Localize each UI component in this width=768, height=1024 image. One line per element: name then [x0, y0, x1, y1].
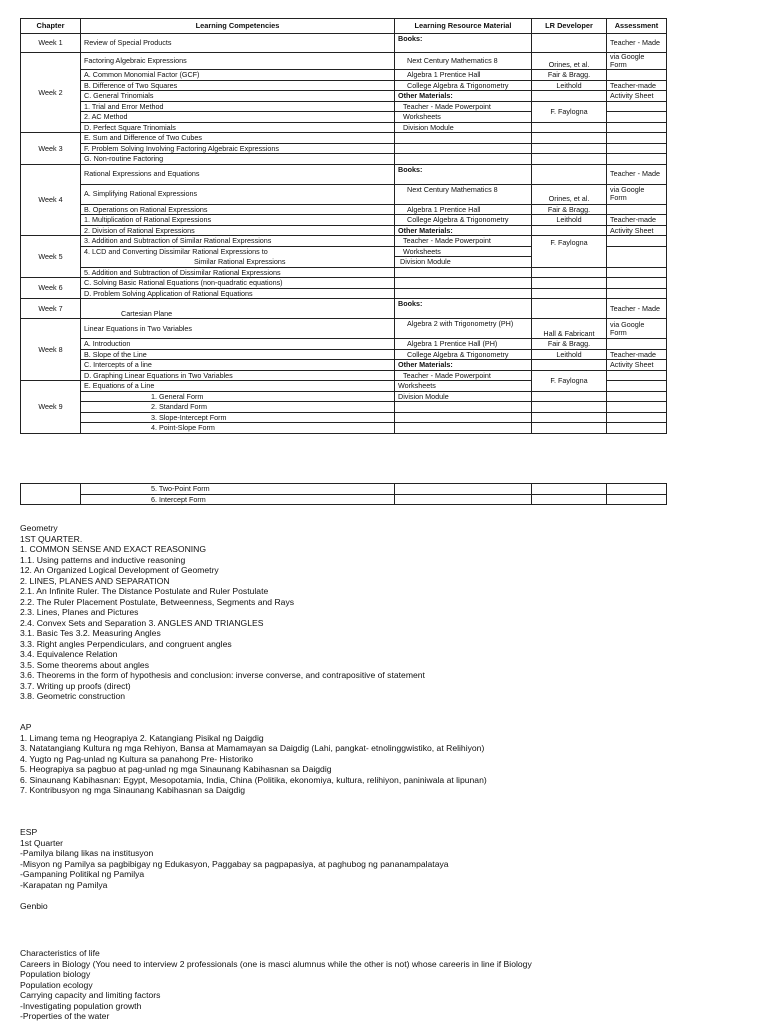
- week-label: Week 9: [21, 381, 81, 434]
- section-line: Population ecology: [20, 979, 93, 990]
- curriculum-table-continued: [20, 483, 667, 505]
- resource-cell: College Algebra & Trigonometry: [395, 215, 532, 226]
- competency-cell: 2. Standard Form: [81, 402, 395, 413]
- developer-cell: Leithold: [532, 215, 607, 226]
- week-label: Week 5: [21, 236, 81, 278]
- week-label: Week 6: [21, 278, 81, 299]
- table-row: [21, 164, 667, 184]
- competency-cell: 3. Slope-Intercept Form: [81, 412, 395, 423]
- esp-section: [20, 827, 449, 890]
- assessment-cell: Teacher - Made: [607, 164, 667, 184]
- table-row: [21, 154, 667, 165]
- assessment-cell: via Google Form: [607, 184, 667, 204]
- developer-cell: Fair & Bragg.: [532, 204, 607, 215]
- assessment-cell: Activity Sheet: [607, 360, 667, 371]
- table-row: [21, 184, 667, 204]
- competency-cell: C. Intercepts of a line: [81, 360, 395, 371]
- competency-cell: C. Solving Basic Rational Equations (non-quadratic equations): [81, 278, 395, 289]
- table-row: [21, 484, 667, 495]
- section-line: 1.1. Using patterns and inductive reasoning: [20, 554, 186, 565]
- developer-cell: Orines, et al.: [532, 184, 607, 204]
- competency-cell: 6. Intercept Form: [81, 494, 395, 505]
- competency-cell: 1. Multiplication of Rational Expressions: [81, 215, 395, 226]
- section-line: -Gampaning Politikal ng Pamilya: [20, 869, 145, 879]
- section-line: 5. Heograpiya sa pagbuo at pag-unlad ng mga Sinaunang Kabihasnan sa Daigdig: [20, 764, 332, 774]
- table-row: [21, 133, 667, 144]
- resource-cell: College Algebra & Trigonometry: [395, 349, 532, 360]
- developer-cell: F. Faylogna: [532, 370, 607, 391]
- table-row: [21, 101, 667, 112]
- week-label: Week 8: [21, 319, 81, 381]
- resource-cell: Algebra 1 Prentice Hall: [395, 70, 532, 81]
- section-line: 2. LINES, PLANES AND SEPARATION: [20, 575, 170, 586]
- section-line: Carrying capacity and limiting factors: [20, 990, 161, 1000]
- developer-cell: Fair & Bragg.: [532, 339, 607, 350]
- resource-cell: Algebra 1 Prentice Hall (PH): [395, 339, 532, 350]
- resource-cell: Other Materials:: [395, 225, 532, 236]
- table-row: [21, 70, 667, 81]
- competency-cell: 1. Trial and Error Method: [81, 101, 395, 112]
- week-label: Week 1: [21, 34, 81, 53]
- table-row: [21, 53, 667, 70]
- section-line: 12. An Organized Logical Development of Geometry: [20, 565, 219, 575]
- section-line: -Karapatan ng Pamilya: [20, 879, 108, 890]
- section-line: Characteristics of life: [20, 948, 100, 958]
- developer-cell: Hall & Fabricant: [532, 319, 607, 339]
- developer-cell: Orines, et al.: [532, 53, 607, 70]
- table-row: [21, 494, 667, 505]
- section-line: 1ST QUARTER.: [20, 533, 83, 544]
- header-chapter: Chapter: [21, 19, 81, 34]
- competency-cell: 5. Addition and Subtraction of Dissimilar Rational Expressions: [81, 267, 395, 278]
- section-line: 3.1. Basic Tes 3.2. Measuring Angles: [20, 628, 161, 638]
- resource-cell: Teacher - Made Powerpoint: [395, 101, 532, 112]
- resource-cell: Books:: [395, 299, 532, 319]
- developer-cell: Leithold: [532, 349, 607, 360]
- section-line: 1. COMMON SENSE AND EXACT REASONING: [20, 544, 207, 554]
- competency-cell: Review of Special Products: [81, 34, 395, 53]
- developer-cell: Fair & Bragg.: [532, 70, 607, 81]
- table-row: [21, 204, 667, 215]
- section-line: 3.7. Writing up proofs (direct): [20, 680, 131, 691]
- competency-cell: 2. AC Method: [81, 112, 395, 123]
- resource-cell: Worksheets: [395, 381, 532, 392]
- header-resource: Learning Resource Material: [395, 19, 532, 34]
- section-line: 2.4. Convex Sets and Separation 3. ANGLES AND TRIANGLES: [20, 617, 264, 628]
- table-row: [21, 360, 667, 371]
- section-line: 3.6. Theorems in the form of hypothesis and conclusion: inverse converse, and contrapositive of statement: [20, 670, 425, 680]
- table-row: [21, 288, 667, 299]
- table-row: [21, 349, 667, 360]
- section-line: Population biology: [20, 969, 91, 979]
- competency-cell: B. Difference of Two Squares: [81, 80, 395, 91]
- resource-cell: [395, 246, 532, 267]
- resource-cell: Books:: [395, 34, 532, 53]
- assessment-cell: via Google Form: [607, 53, 667, 70]
- assessment-cell: Teacher-made: [607, 349, 667, 360]
- competency-line: Similar Rational Expressions: [194, 256, 286, 266]
- assessment-cell: Teacher - Made: [607, 34, 667, 53]
- ap-section: [20, 722, 487, 796]
- header-assessment: Assessment: [607, 19, 667, 34]
- assessment-cell: via Google Form: [607, 319, 667, 339]
- competency-cell: E. Sum and Difference of Two Cubes: [81, 133, 395, 144]
- table-row: [21, 215, 667, 226]
- geometry-section: [20, 523, 425, 702]
- resource-cell: Other Materials:: [395, 360, 532, 371]
- competency-cell: A. Common Monomial Factor (GCF): [81, 70, 395, 81]
- competency-cell: 3. Addition and Subtraction of Similar Rational Expressions: [81, 236, 395, 247]
- section-line: -Properties of the water: [20, 1011, 110, 1021]
- table-row: [21, 319, 667, 339]
- competency-cell: A. Introduction: [81, 339, 395, 350]
- assessment-cell: Teacher-made: [607, 80, 667, 91]
- resource-cell: Books:: [395, 164, 532, 184]
- curriculum-table: [20, 18, 667, 434]
- competency-cell: 5. Two-Point Form: [81, 484, 395, 495]
- section-line: 4. Yugto ng Pag-unlad ng Kultura sa panahong Pre- Historiko: [20, 753, 253, 764]
- resource-cell: College Algebra & Trigonometry: [395, 80, 532, 91]
- header-developer: LR Developer: [532, 19, 607, 34]
- table-row: [21, 412, 667, 423]
- section-line: Geometry: [20, 523, 58, 533]
- resource-cell: Next Century Mathematics 8: [395, 184, 532, 204]
- section-line: 3.3. Right angles Perpendiculars, and congruent angles: [20, 638, 232, 649]
- table-row: [21, 402, 667, 413]
- week-label: Week 4: [21, 164, 81, 236]
- section-line: 3.8. Geometric construction: [20, 691, 126, 701]
- genbio-section: [20, 948, 532, 1022]
- developer-cell: F. Faylogna: [532, 236, 607, 268]
- section-line: 3. Natatangiang Kultura ng mga Rehiyon, Bansa at Mamamayan sa Daigdig (Lahi, pangkat- etnolinggwistiko, at Relihiyon): [20, 743, 485, 753]
- competency-cell: Factoring Algebraic Expressions: [81, 53, 395, 70]
- section-line: 7. Kontribusyon ng mga Sinaunang Kabihasnan sa Daigdig: [20, 785, 246, 795]
- genbio-title: Genbio: [20, 901, 48, 911]
- resource-cell: Next Century Mathematics 8: [395, 53, 532, 70]
- resource-cell: Other Materials:: [395, 91, 532, 102]
- competency-cell: Rational Expressions and Equations: [81, 164, 395, 184]
- developer-cell: Leithold: [532, 80, 607, 91]
- section-line: 1. Limang tema ng Heograpiya 2. Katangiang Pisikal ng Daigdig: [20, 732, 264, 743]
- section-line: -Pamilya bilang likas na institusyon: [20, 848, 154, 858]
- assessment-cell: Teacher-made: [607, 215, 667, 226]
- section-line: 1st Quarter: [20, 837, 63, 848]
- competency-cell: Linear Equations in Two Variables: [81, 319, 395, 339]
- resource-cell: Algebra 1 Prentice Hall: [395, 204, 532, 215]
- competency-cell: C. General Trinomials: [81, 91, 395, 102]
- resource-cell: Division Module: [395, 122, 532, 133]
- table-row: [21, 423, 667, 434]
- competency-cell: 1. General Form: [81, 391, 395, 402]
- section-line: 3.4. Equivalence Relation: [20, 649, 118, 659]
- competency-line: 4. LCD and Converting Dissimilar Rational Expressions to: [84, 247, 268, 256]
- table-row: [21, 278, 667, 289]
- competency-cell: Cartesian Plane: [81, 299, 395, 319]
- week-label: Week 3: [21, 133, 81, 165]
- section-line: 2.2. The Ruler Placement Postulate, Betweenness, Segments and Rays: [20, 596, 295, 607]
- resource-line: Division Module: [395, 256, 531, 267]
- competency-cell: [81, 246, 395, 267]
- table-row: [21, 391, 667, 402]
- table-row: [21, 143, 667, 154]
- competency-cell: F. Problem Solving Involving Factoring Algebraic Expressions: [81, 143, 395, 154]
- section-line: 2.1. An Infinite Ruler. The Distance Postulate and Ruler Postulate: [20, 586, 269, 596]
- section-line: -Misyon ng Pamilya sa pagbibigay ng Edukasyon, Paggabay sa pagpapasiya, at paghubog ng pananampalataya: [20, 858, 449, 869]
- competency-cell: B. Operations on Rational Expressions: [81, 204, 395, 215]
- week-label: Week 7: [21, 299, 81, 319]
- assessment-cell: Activity Sheet: [607, 91, 667, 102]
- section-line: -Investigating population growth: [20, 1000, 142, 1011]
- resource-line: Worksheets: [403, 246, 441, 256]
- competency-cell: E. Equations of a Line: [81, 381, 395, 392]
- resource-cell: Division Module: [395, 391, 532, 402]
- competency-cell: 2. Division of Rational Expressions: [81, 225, 395, 236]
- assessment-cell: Activity Sheet: [607, 225, 667, 236]
- table-row: [21, 236, 667, 247]
- resource-cell: Worksheets: [395, 112, 532, 123]
- section-line: 3.5. Some theorems about angles: [20, 659, 149, 670]
- table-row: [21, 299, 667, 319]
- section-line: ESP: [20, 827, 38, 837]
- competency-cell: D. Problem Solving Application of Rational Equations: [81, 288, 395, 299]
- table-row: [21, 34, 667, 53]
- section-line: 6. Sinaunang Kabihasnan: Egypt, Mesopotamia, India, China (Politika, ekonomiya, kultura, relihiyon, paniniwala at lipunan): [20, 774, 487, 785]
- section-line: AP: [20, 722, 32, 732]
- competency-cell: 4. Point-Slope Form: [81, 423, 395, 434]
- table-row: [21, 339, 667, 350]
- resource-cell: Teacher - Made Powerpoint: [395, 236, 532, 247]
- developer-cell: F. Faylogna: [532, 101, 607, 122]
- table-row: [21, 122, 667, 133]
- section-line: 2.3. Lines, Planes and Pictures: [20, 607, 139, 617]
- table-header-row: [21, 19, 667, 34]
- resource-cell: Teacher - Made Powerpoint: [395, 370, 532, 381]
- table-row: [21, 91, 667, 102]
- section-line: Careers in Biology (You need to interview 2 professionals (one is masci alumnus while the other is not) whose careeris in line if Biology: [20, 958, 532, 969]
- competency-cell: B. Slope of the Line: [81, 349, 395, 360]
- competency-cell: G. Non-routine Factoring: [81, 154, 395, 165]
- table-row: [21, 370, 667, 381]
- resource-cell: Algebra 2 with Trigonometry (PH): [395, 319, 532, 339]
- competency-cell: D. Graphing Linear Equations in Two Variables: [81, 370, 395, 381]
- table-row: [21, 80, 667, 91]
- table-row: [21, 267, 667, 278]
- competency-cell: D. Perfect Square Trinomials: [81, 122, 395, 133]
- assessment-cell: Teacher - Made: [607, 299, 667, 319]
- header-competencies: Learning Competencies: [81, 19, 395, 34]
- table-row: [21, 225, 667, 236]
- competency-cell: A. Simplifying Rational Expressions: [81, 184, 395, 204]
- week-label: Week 2: [21, 53, 81, 133]
